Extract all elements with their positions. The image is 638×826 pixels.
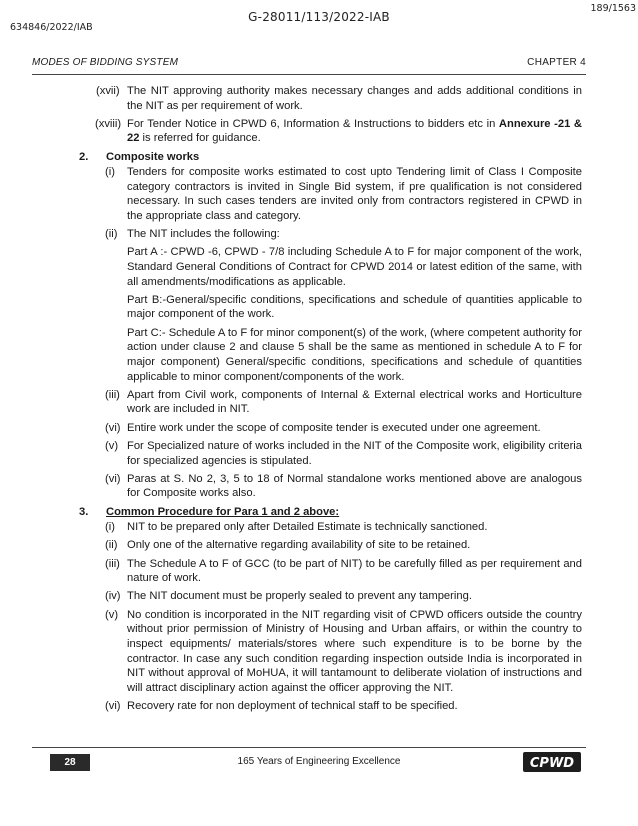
item-label: (vi): [105, 700, 121, 712]
item-label: (v): [105, 439, 119, 452]
section-number: 3.: [79, 506, 89, 519]
list-item: [105, 472, 582, 501]
item-text: Recovery rate for non deployment of technical staff to be specified.: [127, 700, 458, 712]
item-text: Tenders for composite works estimated to cost upto Tendering limit of Class I Composite category contractors is invited in Single Bid system, if pre qualification is not considered necessary. In such cases tenders are invited only from contractors registered in CPWD in the appropriate class and category.: [127, 166, 582, 222]
page-body: [0, 84, 638, 714]
list-item: [105, 608, 582, 696]
item-text: For Specialized nature of works included in the NIT of the Composite work, eligibility criteria for specialized agencies is stipulated.: [127, 439, 582, 467]
cpwd-logo-text: CPWD: [529, 756, 575, 771]
list-item: [105, 165, 582, 223]
item-label: (v): [105, 608, 119, 621]
header-chapter-title: MODES OF BIDDING SYSTEM: [32, 57, 179, 68]
header-divider: [32, 74, 586, 75]
item-label: (i): [105, 166, 115, 179]
nit-part-a: Part A :- CPWD -6, CPWD - 7/8 including Schedule A to F for major component of the work, Standard General Conditions of Contract for CPWD 2014 or latest edition of the same, with all amendments/modifications as applicable.: [127, 246, 582, 288]
item-text: Entire work under the scope of composite tender is executed under one agreement.: [127, 421, 541, 434]
page-number: 28: [50, 754, 90, 771]
page-counter: 189/1563: [590, 3, 636, 14]
file-number: 634846/2022/IAB: [10, 22, 93, 33]
list-item: [105, 439, 582, 468]
nit-part-b: Part B:-General/specific conditions, specifications and schedule of quantities applicable to major component of the work.: [127, 293, 582, 321]
item-label: (iv): [105, 590, 121, 603]
list-item: [105, 421, 582, 436]
list-item: [105, 520, 582, 535]
footer-divider: [32, 747, 586, 748]
section-number: 2.: [79, 151, 89, 164]
item-text: Only one of the alternative regarding availability of site to be retained.: [127, 539, 471, 552]
item-label: (ii): [105, 228, 118, 241]
item-text: The NIT includes the following:: [127, 228, 280, 241]
item-text: For Tender Notice in CPWD 6, Information & Instructions to bidders etc in: [127, 117, 499, 130]
list-item: [105, 557, 582, 586]
list-item: [95, 117, 582, 146]
item-text: No condition is incorporated in the NIT regarding visit of CPWD officers outside the country without prior permission of Ministry of Housing and Urban affairs, or within the country to inspect equipments/ materials/stores where such expenditure is to be borne by the contractor. In case any such condition regarding inspection outside India is incorporated in NIT without approval of MoHUA, it will tantamount to deliberate violation of instructions and will attract disciplinary action against the officer approving the NIT.: [127, 608, 582, 694]
item-text: The NIT approving authority makes necessary changes and adds additional conditions in the NIT as per requirement of work.: [127, 85, 582, 112]
section-heading: [0, 150, 638, 165]
item-label: (xviii): [95, 117, 122, 130]
section-title: Composite works: [106, 151, 200, 164]
list-item: [96, 84, 582, 113]
item-label: (vi): [105, 421, 121, 434]
annexure-reference: Annexure -21 & 22: [127, 117, 582, 145]
item-label: (iii): [105, 388, 120, 401]
item-text: Paras at S. No 2, 3, 5 to 18 of Normal standalone works mentioned above are analogous for Composite works also.: [127, 472, 582, 500]
item-label: (ii): [105, 539, 118, 552]
section-title: Common Procedure for Para 1 and 2 above:: [106, 506, 340, 519]
list-item: [105, 388, 582, 417]
list-item: [105, 699, 582, 714]
nit-part-c: Part C:- Schedule A to F for minor component(s) of the work, (where competent authority for action under clause 2 and clause 5 shall be the same as mentioned in schedule A to F for major component) General/specific conditions, specifications and schedule of quantities applicable to minor component/components of the work.: [127, 326, 582, 383]
item-text: is referred for guidance.: [139, 132, 261, 145]
item-text: The Schedule A to F of GCC (to be part of NIT) to be carefully filled as per requirement and nature of work.: [127, 557, 582, 585]
list-item: [105, 227, 582, 242]
document-id: G-28011/113/2022-IAB: [248, 10, 390, 24]
item-label: (iii): [105, 557, 120, 570]
footer-tagline: 165 Years of Engineering Excellence: [237, 756, 401, 767]
item-label: (xvii): [96, 85, 120, 97]
list-item: [105, 589, 582, 604]
header-chapter-number: CHAPTER 4: [527, 57, 586, 68]
item-text: The NIT document must be properly sealed to prevent any tampering.: [127, 590, 472, 603]
item-label: (i): [105, 521, 115, 534]
item-text: NIT to be prepared only after Detailed Estimate is technically sanctioned.: [127, 521, 488, 534]
section-heading: [0, 505, 638, 520]
running-header: [32, 57, 586, 73]
list-item: [105, 538, 582, 553]
cpwd-logo: [523, 752, 581, 772]
item-text: Apart from Civil work, components of Internal & External electrical works and Horticulture work are included in NIT.: [127, 388, 582, 416]
item-label: (vi): [105, 472, 121, 485]
